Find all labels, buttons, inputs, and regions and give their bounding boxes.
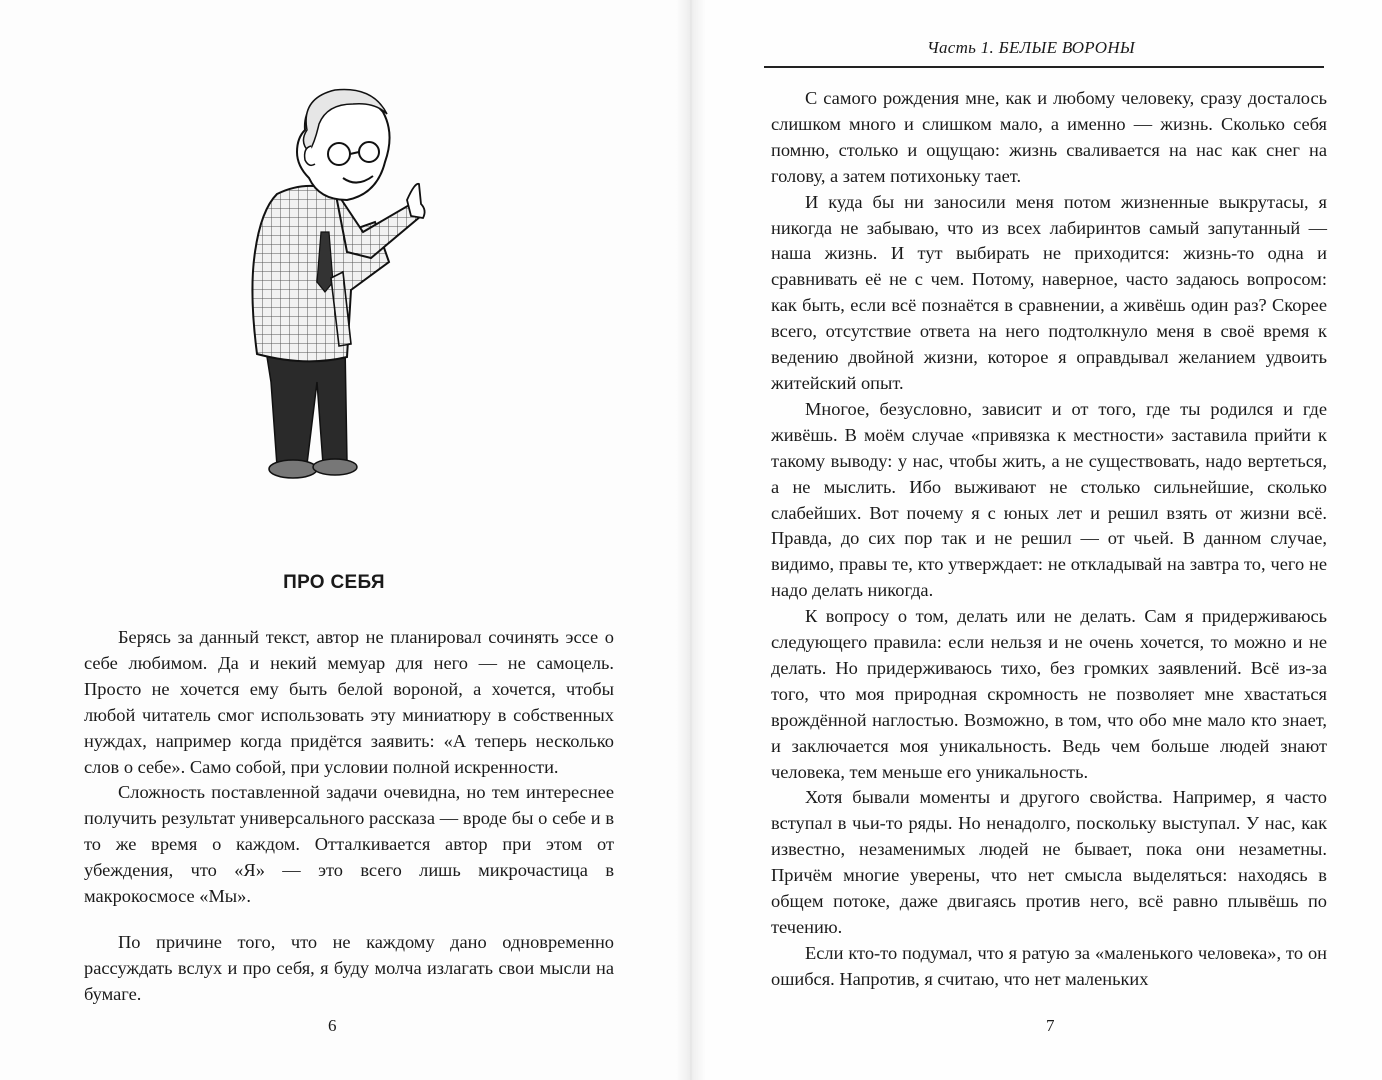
right-page: [691, 0, 1382, 1080]
page-number: 6: [328, 1016, 337, 1035]
paragraph: И куда бы ни заносили меня потом жизненные выкрутасы, я никогда не забываю, что из всех лабиринтов самый запутанный — наша жизнь. И тут выбирать не приходится: жизнь-то одна и сравнивать её не с чем. Потому, наверное, часто задаюсь вопросом: как быть, если всё познаётся в сравнении, а живёшь один раз? Скорее всего, отсутствие ответа на него подтолкнуло меня в своё время к ведению двойной жизни, которое я оправдывал желанием удвоить житейский опыт.: [771, 191, 1327, 393]
paragraph: Берясь за данный текст, автор не планировал сочинять эссе о себе любимом. Да и некий мемуар для него — не самоцель. Просто не хочется ему быть белой вороной, а хочется, чтобы любой читатель смог использовать эту миниатюру в собственных нуждах, например когда придётся заявить: «А теперь несколько слов о себе». Само собой, при условии полной искренности.: [84, 627, 614, 777]
running-header: Часть 1. БЕЛЫЕ ВОРОНЫ: [926, 38, 1136, 57]
paragraph: Многое, безусловно, зависит и от того, где ты родился и где живёшь. В моём случае «привязка к местности» заставила прийти к такому выводу: у нас, чтобы жить, а не существовать, надо вертеться, а не мыслить. Ибо выживают не столько сильнейшие, сколько слабейших. Вот почему я с юных лет и решил взять от жизни всё. Правда, до сих пор так и не решил — от чьей. В данном случае, видимо, правы те, кто утверждает: не откладывай на завтра то, чего не надо делать никогда.: [771, 398, 1327, 601]
paragraph: Сложность поставленной задачи очевидна, но тем интереснее получить результат универсального рассказа — вроде бы о себе и в то же время о каждом. Отталкивается автор при этом от убеждения, что «Я» — это всего лишь микрочастица в макрокосмосе «Мы».: [84, 782, 614, 907]
paragraph: Если кто-то подумал, что я ратую за «маленького человека», то он ошибся. Напротив, я считаю, что нет маленьких: [771, 942, 1327, 989]
page-number: 7: [1046, 1016, 1055, 1035]
left-text-block: [84, 625, 614, 1008]
paragraph: С самого рождения мне, как и любому человеку, сразу досталось слишком много и слишком мало, а именно — жизнь. Сколько себя помню, столько и ощущаю: жизнь сваливается на нас как снег на голову, а затем потихоньку тает.: [771, 88, 1327, 186]
caricature-illustration: [235, 82, 455, 487]
header-rule: [764, 66, 1324, 68]
paragraph: Хотя бывали моменты и другого свойства. Например, я часто вступал в чьи-то ряды. Но ненадолго, поскольку выступал. У нас, как известно, незаменимых людей не бывает, пока они незаметны. Причём многие уверены, что нет смысла выделяться: находясь в общем потоке, даже двигаясь против него, всё равно плывёшь по течению.: [771, 787, 1327, 937]
right-text-block: [771, 86, 1327, 993]
section-title: ПРО СЕБЯ: [283, 572, 385, 593]
paragraph: К вопросу о том, делать или не делать. Сам я придерживаюсь следующего правила: если нельзя и не очень хочется, то можно и не делать. Но придерживаюсь тихо, без громких заявлений. Всё из-за того, что моя природная скромность не позволяет мне хвастаться врождённой наглостью. Возможно, в том, что обо мне мало кто знает, и заключается моя уникальность. Ведь чем больше людей знают человека, тем меньше его уникальность.: [771, 606, 1327, 782]
book-gutter: [676, 0, 706, 1080]
paragraph: По причине того, что не каждому дано одновременно рассуждать вслух и про себя, я буду молча излагать свои мысли на бумаге.: [84, 931, 614, 1004]
